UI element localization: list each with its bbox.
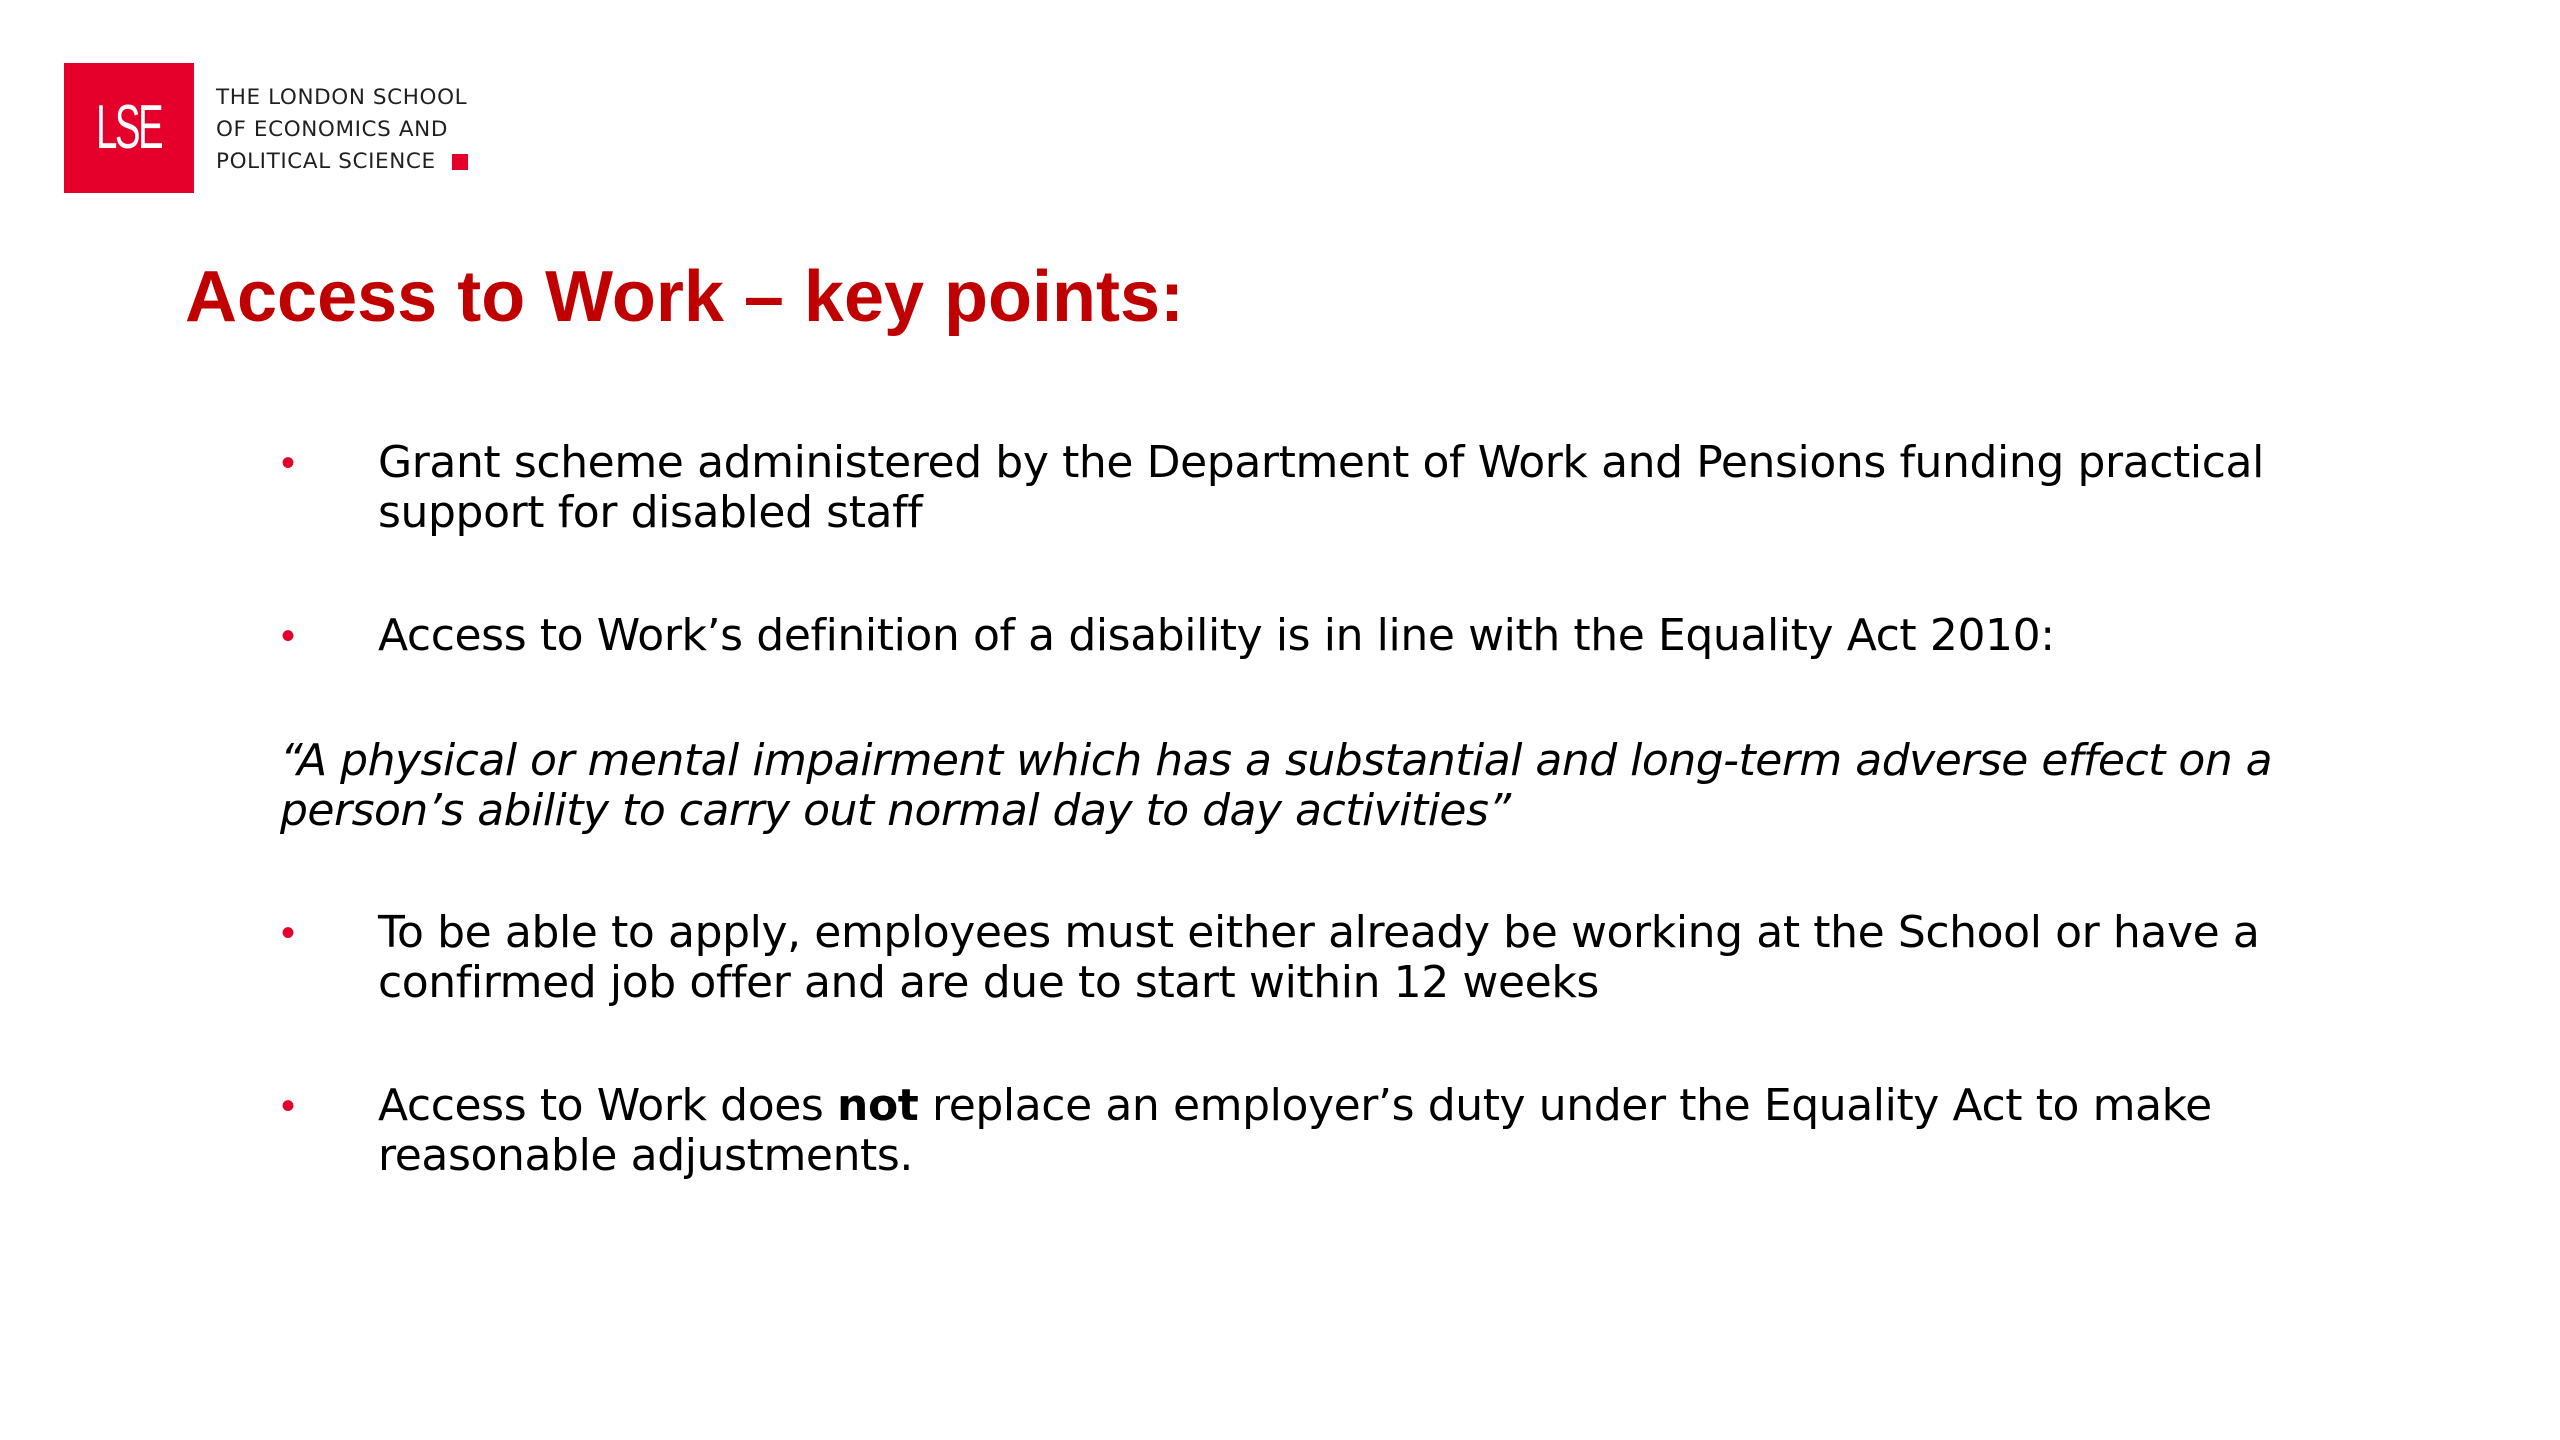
- logo-line-1: THE LONDON SCHOOL: [216, 85, 468, 110]
- bullet-text: Grant scheme administered by the Department of Work and Pensions funding practical support for disabled staff: [378, 437, 2264, 538]
- bullet-text-part: Access to Work does: [378, 1080, 838, 1131]
- bullet-text: Access to Work’s definition of a disability is in line with the Equality Act 2010:: [378, 610, 2055, 661]
- lse-logo-wordmark: [216, 82, 468, 178]
- bullet-icon: •: [281, 911, 296, 955]
- lse-logo-mark-text: LSE: [96, 93, 162, 162]
- logo-line-3: POLITICAL SCIENCE: [216, 149, 436, 174]
- definition-quote: “A physical or mental impairment which has a substantial and long-term adverse effect on a person’s ability to carry out normal day to day activities”: [280, 735, 2273, 836]
- bullet-text: To be able to apply, employees must either already be working at the School or have a confirmed job offer and are due to start within 12 weeks: [378, 907, 2260, 1008]
- bullet-text-part: replace an employer’s duty under the Equality Act to make reasonable adjustments.: [378, 1080, 2212, 1181]
- logo-line-3-row: [216, 146, 468, 178]
- bullet-text: [378, 1081, 2378, 1181]
- lse-logo-mark: [64, 63, 194, 193]
- bullet-icon: •: [281, 441, 296, 485]
- bullet-icon: •: [281, 1084, 296, 1128]
- bullet-icon: •: [281, 614, 296, 658]
- logo-square-icon: [452, 154, 468, 170]
- bullet-text-emphasis: not: [837, 1080, 919, 1131]
- slide-title: Access to Work – key points:: [185, 257, 1184, 337]
- logo-line-2: OF ECONOMICS AND: [216, 117, 448, 142]
- lse-logo: [64, 63, 468, 193]
